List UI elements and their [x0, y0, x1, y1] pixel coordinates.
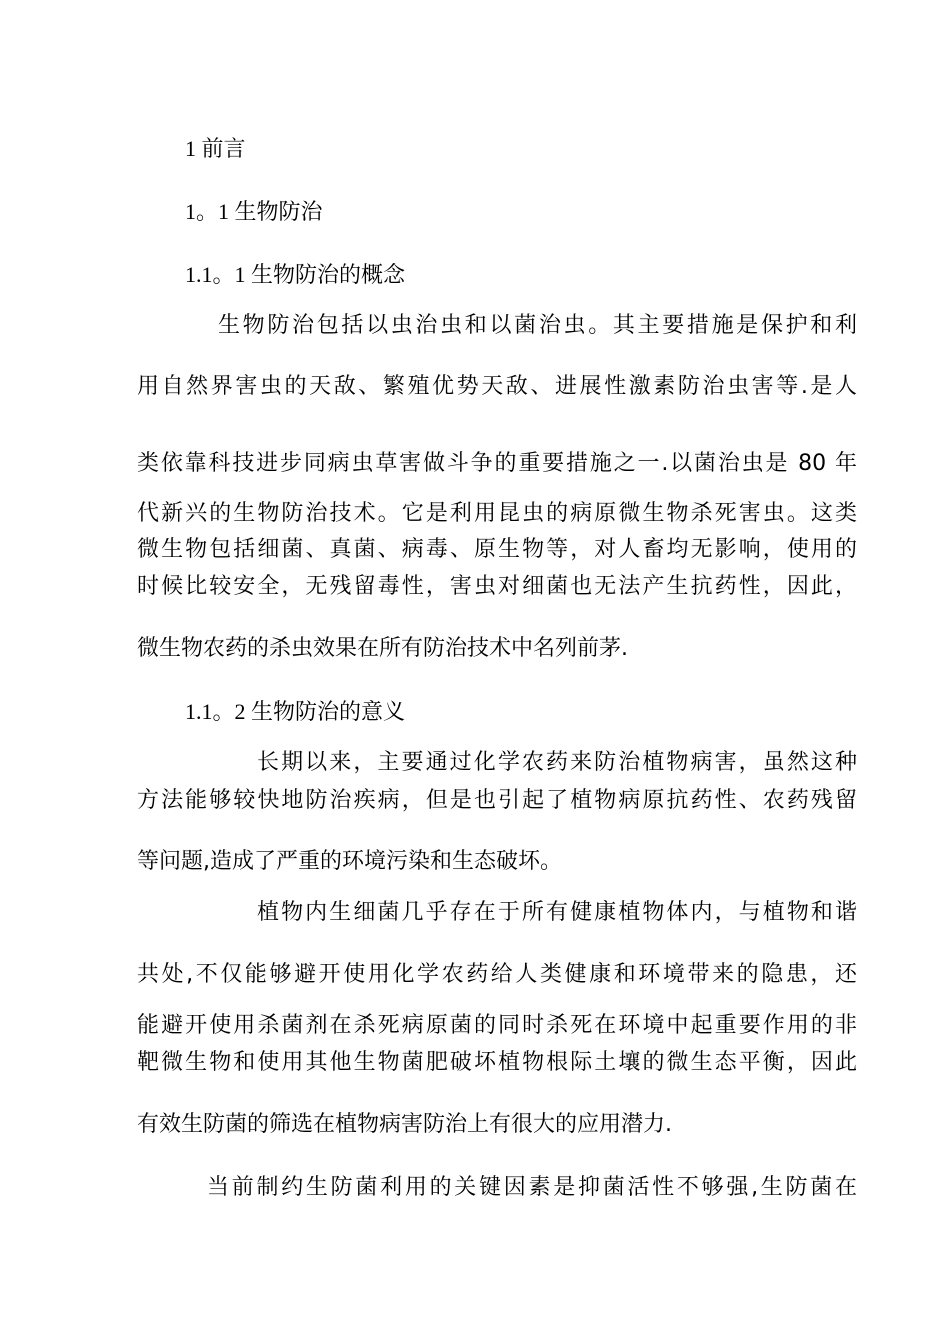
paragraph-line: 类依靠科技进步同病虫草害做斗争的重要措施之一.以菌治虫是 80 年: [137, 451, 857, 476]
paragraph-line: 微生物包括细菌、真菌、病毒、原生物等，对人畜均无影响，使用的: [137, 537, 857, 562]
paragraph-line: 微生物农药的杀虫效果在所有防治技术中名列前茅.: [137, 636, 628, 661]
section-heading-1-1-1: 1.1。1 生物防治的概念: [185, 262, 406, 287]
paragraph-line: 当前制约生防菌利用的关键因素是抑菌活性不够强,生防菌在: [207, 1175, 857, 1200]
paragraph-line: 靶微生物和使用其他生物菌肥破坏植物根际土壤的微生态平衡，因此: [137, 1050, 857, 1075]
section-heading-1: 1 前言: [185, 136, 246, 161]
paragraph-line: 能避开使用杀菌剂在杀死病原菌的同时杀死在环境中起重要作用的非: [137, 1013, 857, 1038]
section-heading-1-1-2: 1.1。2 生物防治的意义: [185, 699, 406, 724]
paragraph-line: 代新兴的生物防治技术。它是利用昆虫的病原微生物杀死害虫。这类: [137, 501, 857, 526]
paragraph-line: 等问题,造成了严重的环境污染和生态破坏。: [137, 849, 562, 874]
paragraph-line: 方法能够较快地防治疾病，但是也引起了植物病原抗药性、农药残留: [137, 788, 857, 813]
paragraph-line: 共处,不仅能够避开使用化学农药给人类健康和环境带来的隐患，还: [137, 962, 857, 987]
paragraph-line: 时候比较安全，无残留毒性，害虫对细菌也无法产生抗药性，因此，: [137, 574, 857, 599]
paragraph-line: 长期以来，主要通过化学农药来防治植物病害，虽然这种: [257, 750, 857, 775]
paragraph-line: 植物内生细菌几乎存在于所有健康植物体内，与植物和谐: [257, 900, 857, 925]
paragraph-line: 用自然界害虫的天敌、繁殖优势天敌、进展性激素防治虫害等.是人: [137, 374, 857, 399]
paragraph-line: 有效生防菌的筛选在植物病害防治上有很大的应用潜力.: [137, 1112, 672, 1137]
paragraph-line: 生物防治包括以虫治虫和以菌治虫。其主要措施是保护和利: [218, 313, 857, 338]
section-heading-1-1: 1。1 生物防治: [185, 199, 323, 224]
